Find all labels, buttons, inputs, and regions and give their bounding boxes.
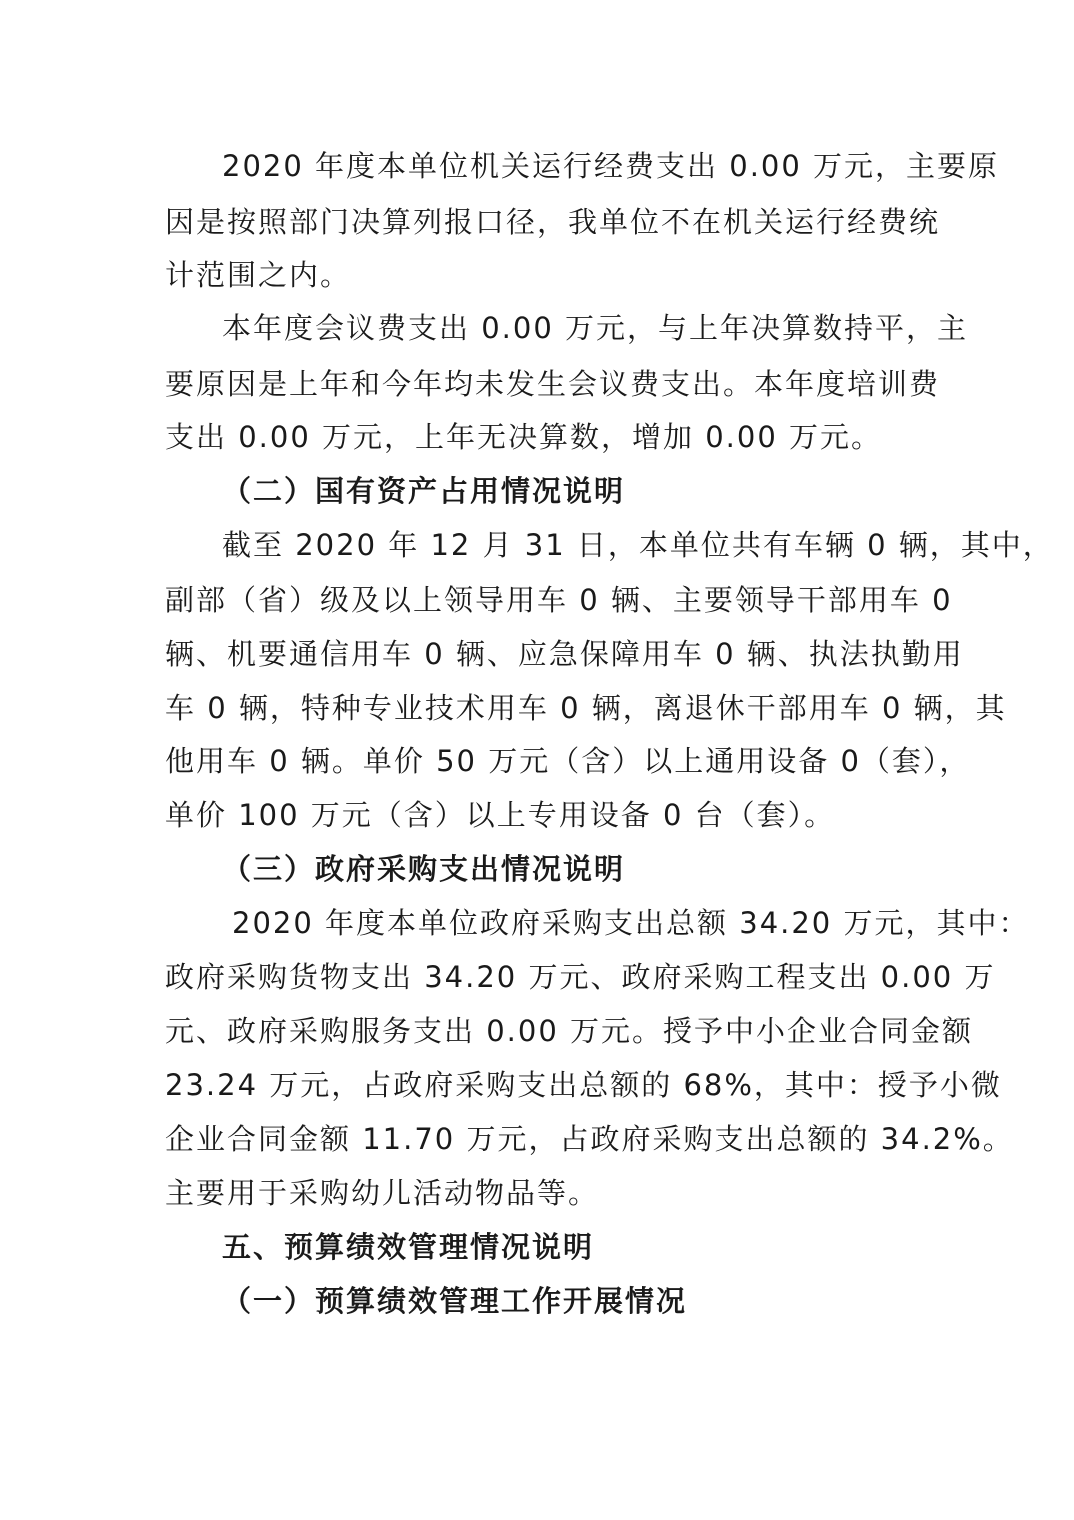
section-heading-assets: （二）国有资产占用情况说明 — [222, 474, 626, 508]
paragraph-line: 支出 0.00 万元，上年无决算数，增加 0.00 万元。 — [165, 420, 883, 454]
paragraph-line: 截至 2020 年 12 月 31 日，本单位共有车辆 0 辆，其中， — [222, 528, 1054, 562]
paragraph-line: 企业合同金额 11.70 万元，占政府采购支出总额的 34.2%。 — [165, 1122, 1014, 1156]
paragraph-line: 2020 年度本单位政府采购支出总额 34.20 万元，其中： — [232, 906, 1030, 940]
paragraph-line: 副部（省）级及以上领导用车 0 辆、主要领导干部用车 0 — [165, 583, 953, 617]
subsection-heading-performance-work: （一）预算绩效管理工作开展情况 — [222, 1284, 688, 1318]
section-heading-procurement: （三）政府采购支出情况说明 — [222, 852, 626, 886]
paragraph-line: 本年度会议费支出 0.00 万元，与上年决算数持平，主 — [222, 311, 969, 345]
paragraph-line: 单价 100 万元（含）以上专用设备 0 台（套）。 — [165, 798, 836, 832]
paragraph-line: 因是按照部门决算列报口径，我单位不在机关运行经费统 — [165, 205, 941, 239]
paragraph-line: 车 0 辆，特种专业技术用车 0 辆，离退休干部用车 0 辆，其 — [165, 691, 1007, 725]
section-heading-performance: 五、预算绩效管理情况说明 — [222, 1230, 595, 1264]
paragraph-line: 辆、机要通信用车 0 辆、应急保障用车 0 辆、执法执勤用 — [165, 637, 964, 671]
paragraph-line: 政府采购货物支出 34.20 万元、政府采购工程支出 0.00 万 — [165, 960, 996, 994]
paragraph-line: 主要用于采购幼儿活动物品等。 — [165, 1176, 600, 1210]
paragraph-line: 23.24 万元，占政府采购支出总额的 68%，其中：授予小微 — [165, 1068, 1002, 1102]
paragraph-line: 要原因是上年和今年均未发生会议费支出。本年度培训费 — [165, 367, 941, 401]
paragraph-line: 他用车 0 辆。单价 50 万元（含）以上通用设备 0（套）， — [165, 744, 971, 778]
paragraph-line: 2020 年度本单位机关运行经费支出 0.00 万元，主要原 — [222, 149, 1000, 183]
paragraph-line: 元、政府采购服务支出 0.00 万元。授予中小企业合同金额 — [165, 1014, 974, 1048]
paragraph-line: 计范围之内。 — [165, 258, 352, 292]
